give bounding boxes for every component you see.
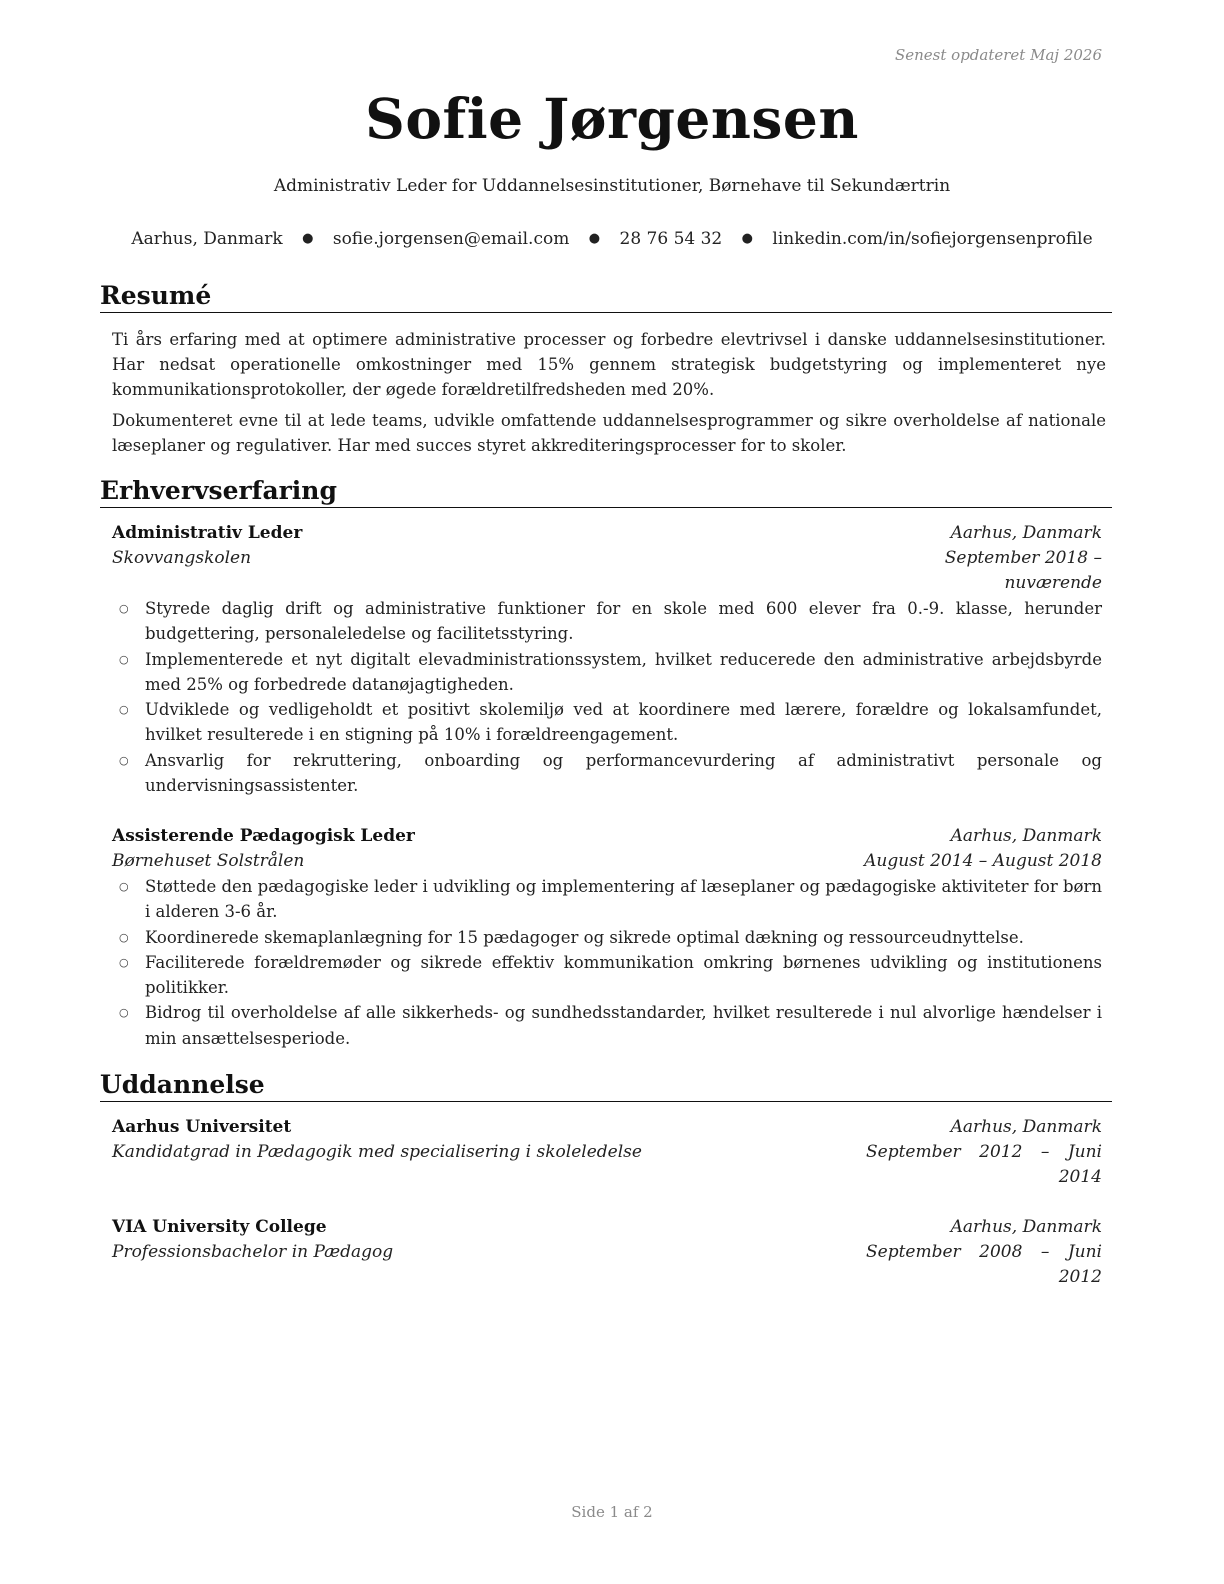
education-entry bbox=[112, 1215, 1102, 1290]
job-bullets bbox=[112, 596, 1102, 798]
degree: Professionsbachelor in Pædagog bbox=[112, 1242, 394, 1262]
circle-bullet-icon: ○ bbox=[119, 753, 129, 767]
experience-entry bbox=[112, 521, 1102, 798]
job-location: Aarhus, Danmark bbox=[950, 826, 1102, 846]
list-item: ○ Styrede daglig drift og administrative funktioner for en skole med 600 elever fra 0.-9. klasse, herunder budgettering, personaleledelse og facilitetsstyring. bbox=[112, 596, 1102, 647]
bullet-separator: ● bbox=[302, 231, 314, 246]
list-item: ○ Ansvarlig for rekruttering, onboarding og performancevurdering af administrativt personale og undervisningsassistenter. bbox=[112, 748, 1102, 799]
education-dates: September 2012 – Juni 2014 bbox=[866, 1142, 1102, 1187]
circle-bullet-icon: ○ bbox=[119, 703, 129, 717]
contact-line bbox=[0, 229, 1224, 249]
list-item: ○ Implementerede et nyt digitalt elevadministrationssystem, hvilket reducerede den administrative arbejdsbyrde med 25% og forbedrede datanøjagtigheden. bbox=[112, 647, 1102, 698]
contact-linkedin[interactable]: linkedin.com/in/sofiejorgensenprofile bbox=[772, 229, 1093, 249]
page-number: Side 1 af 2 bbox=[571, 1503, 653, 1521]
contact-email[interactable]: sofie.jorgensen@email.com bbox=[332, 229, 570, 249]
contact-phone: 28 76 54 32 bbox=[619, 229, 723, 249]
job-dates: September 2018 – nuværende bbox=[944, 548, 1102, 593]
list-item: ○ Bidrog til overholdelse af alle sikkerheds- og sundhedsstandarder, hvilket resulterede i nul alvorlige hændelser i min ansættelsesperiode. bbox=[112, 1000, 1102, 1051]
school-name: VIA University College bbox=[112, 1217, 327, 1237]
list-item: ○ Faciliterede forældremøder og sikrede effektiv kommunikation omkring børnenes udvikling og institutionens politikker. bbox=[112, 950, 1102, 1001]
job-title: Assisterende Pædagogisk Leder bbox=[112, 826, 415, 846]
employer: Skovvangskolen bbox=[112, 548, 252, 568]
summary-paragraph-1: Ti års erfaring med at optimere administrative processer og forbedre elevtrivsel i danske uddannelsesinstitutioner. Har nedsat operationelle omkostninger med 15% gennem strategisk budgetstyring og implementeret nye kommunikationsprotokoller, der øgede forældretilfredsheden med 20%. bbox=[112, 330, 1106, 399]
candidate-headline: Administrativ Leder for Uddannelsesinstitutioner, Børnehave til Sekundærtrin bbox=[273, 176, 951, 196]
job-dates: August 2014 – August 2018 bbox=[864, 851, 1102, 871]
job-title: Administrativ Leder bbox=[112, 523, 303, 543]
section-heading-experience: Erhvervserfaring bbox=[100, 476, 1112, 508]
summary-paragraph-2: Dokumenteret evne til at lede teams, udvikle omfattende uddannelsesprogrammer og sikre overholdelse af nationale læseplaner og regulativer. Har med succes styret akkrediteringsprocesser for to skoler. bbox=[112, 411, 1106, 455]
circle-bullet-icon: ○ bbox=[119, 652, 129, 666]
bullet-separator: ● bbox=[588, 231, 601, 246]
list-item: ○ Koordinerede skemaplanlægning for 15 pædagoger og sikrede optimal dækning og ressourceudnyttelse. bbox=[112, 925, 1102, 950]
list-item: ○ Støttede den pædagogiske leder i udvikling og implementering af læseplaner og pædagogiske aktiviteter for børn i alderen 3-6 år. bbox=[112, 874, 1102, 925]
circle-bullet-icon: ○ bbox=[119, 930, 129, 944]
circle-bullet-icon: ○ bbox=[119, 1006, 129, 1020]
bullet-separator: ● bbox=[741, 231, 753, 246]
experience-entry bbox=[112, 824, 1102, 1051]
job-location: Aarhus, Danmark bbox=[950, 523, 1102, 543]
section-heading-summary: Resumé bbox=[100, 281, 1112, 313]
candidate-name: Sofie Jørgensen bbox=[365, 86, 859, 151]
circle-bullet-icon: ○ bbox=[119, 602, 129, 615]
employer: Børnehuset Solstrålen bbox=[112, 851, 305, 871]
list-item: ○ Udviklede og vedligeholdt et positivt skolemiljø ved at koordinere med lærere, forældre og lokalsamfundet, hvilket resulterede i en stigning på 10% i forældreengagement. bbox=[112, 697, 1102, 748]
school-location: Aarhus, Danmark bbox=[950, 1117, 1102, 1137]
last-updated: Senest opdateret Maj 2026 bbox=[894, 46, 1102, 64]
circle-bullet-icon: ○ bbox=[119, 880, 129, 893]
job-bullets bbox=[112, 874, 1102, 1051]
degree: Kandidatgrad in Pædagogik med specialisering i skoleledelse bbox=[112, 1142, 642, 1162]
education-dates: September 2008 – Juni 2012 bbox=[866, 1242, 1102, 1287]
education-entry bbox=[112, 1115, 1102, 1190]
circle-bullet-icon: ○ bbox=[119, 955, 129, 969]
school-location: Aarhus, Danmark bbox=[950, 1217, 1102, 1237]
section-heading-education: Uddannelse bbox=[100, 1070, 1112, 1102]
contact-location: Aarhus, Danmark bbox=[131, 229, 283, 249]
school-name: Aarhus Universitet bbox=[112, 1117, 292, 1137]
